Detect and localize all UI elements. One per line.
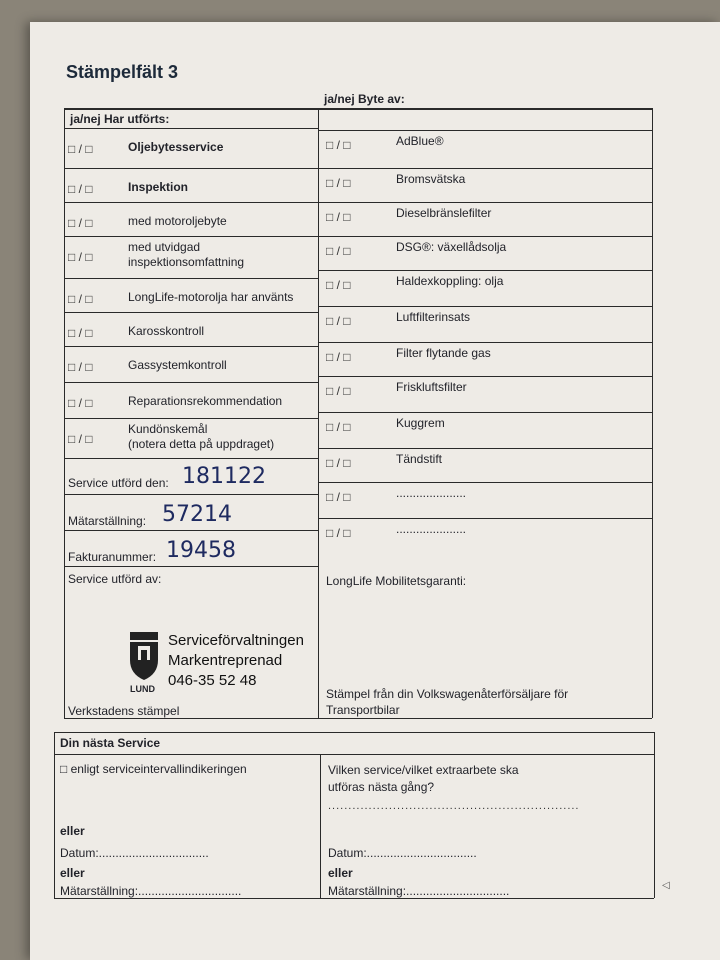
workshop-stamp-label: Verkstadens stämpel bbox=[68, 704, 180, 718]
dealer-stamp-label: Stämpel från din Volkswagenåterförsäljare för Transportbilar bbox=[326, 687, 569, 717]
next-work-field[interactable]: .............................................................. bbox=[328, 800, 580, 812]
right-row-label: Friskluftsfilter bbox=[396, 380, 467, 394]
stamp-line-2: Markentreprenad bbox=[168, 652, 283, 669]
right-row-label: AdBlue® bbox=[396, 134, 444, 148]
row-divider bbox=[318, 482, 652, 483]
yes-no-checkbox[interactable]: □ / □ bbox=[326, 526, 351, 540]
row-divider bbox=[318, 412, 652, 413]
yes-no-checkbox[interactable]: □ / □ bbox=[68, 396, 93, 410]
yes-no-checkbox[interactable]: □ / □ bbox=[326, 350, 351, 364]
left-row-label: Gassystemkontroll bbox=[128, 358, 227, 372]
right-row-label: Filter flytande gas bbox=[396, 346, 491, 360]
yes-no-checkbox[interactable]: □ / □ bbox=[68, 216, 93, 230]
row-divider bbox=[64, 128, 318, 129]
row-divider bbox=[64, 278, 318, 279]
left-row-label: Reparationsrekommendation bbox=[128, 394, 283, 408]
row-divider bbox=[318, 168, 652, 169]
yes-no-checkbox[interactable]: □ / □ bbox=[326, 456, 351, 470]
next-odometer-field-right[interactable]: Mätarställning:............................... bbox=[328, 884, 510, 898]
left-column-header: ja/nej Har utförts: bbox=[70, 112, 170, 126]
lund-coat-of-arms-icon bbox=[126, 630, 162, 682]
row-divider bbox=[318, 518, 652, 519]
row-divider bbox=[64, 530, 318, 531]
right-row-label: Dieselbränslefilter bbox=[396, 206, 492, 220]
stamp-city: LUND bbox=[130, 684, 155, 694]
yes-no-checkbox[interactable]: □ / □ bbox=[326, 210, 351, 224]
yes-no-checkbox[interactable]: □ / □ bbox=[326, 490, 351, 504]
row-divider bbox=[64, 458, 318, 459]
longlife-guarantee-label: LongLife Mobilitetsgaranti: bbox=[326, 574, 467, 588]
row-divider bbox=[64, 418, 318, 419]
right-row-label: Bromsvätska bbox=[396, 172, 466, 186]
left-row-label: LongLife-motorolja har använts bbox=[128, 290, 294, 304]
odometer-value[interactable]: 57214 bbox=[162, 502, 232, 527]
row-divider bbox=[64, 566, 318, 567]
yes-no-checkbox[interactable]: □ / □ bbox=[326, 244, 351, 258]
yes-no-checkbox[interactable]: □ / □ bbox=[326, 176, 351, 190]
yes-no-checkbox[interactable]: □ / □ bbox=[68, 182, 93, 196]
row-divider bbox=[64, 494, 318, 495]
yes-no-checkbox[interactable]: □ / □ bbox=[326, 384, 351, 398]
right-row-label: Kuggrem bbox=[396, 416, 445, 430]
service-date-label: Service utförd den: bbox=[68, 476, 169, 490]
right-row-label: Haldexkoppling: olja bbox=[396, 274, 504, 288]
next-service-box bbox=[54, 732, 670, 902]
yes-no-checkbox[interactable]: □ / □ bbox=[326, 138, 351, 152]
stamp-line-1: Serviceförvaltningen bbox=[168, 632, 304, 649]
yes-no-checkbox[interactable]: □ / □ bbox=[68, 142, 93, 156]
yes-no-checkbox[interactable]: □ / □ bbox=[68, 360, 93, 374]
row-divider bbox=[64, 382, 318, 383]
row-divider bbox=[318, 130, 652, 131]
left-row-label: med motoroljebyte bbox=[128, 214, 227, 228]
yes-no-checkbox[interactable]: □ / □ bbox=[326, 314, 351, 328]
or-label-right: eller bbox=[328, 866, 353, 880]
row-divider bbox=[318, 376, 652, 377]
performed-by-label: Service utförd av: bbox=[68, 572, 162, 586]
right-column-header: ja/nej Byte av: bbox=[324, 92, 405, 106]
row-divider bbox=[64, 236, 318, 237]
odometer-label: Mätarställning: bbox=[68, 514, 147, 528]
row-divider bbox=[318, 236, 652, 237]
yes-no-checkbox[interactable]: □ / □ bbox=[68, 432, 93, 446]
page-title: Stämpelfält 3 bbox=[66, 62, 179, 82]
right-row-label: ..................... bbox=[396, 522, 467, 536]
row-divider bbox=[318, 270, 652, 271]
stamp-line-3: 046-35 52 48 bbox=[168, 672, 257, 689]
yes-no-checkbox[interactable]: □ / □ bbox=[68, 250, 93, 264]
service-book-page bbox=[30, 22, 720, 960]
row-divider bbox=[64, 168, 318, 169]
left-row-label: med utvidgad inspektionsomfattning bbox=[128, 240, 245, 269]
right-row-label: Tändstift bbox=[396, 452, 443, 466]
next-work-question: Vilken service/vilket extraarbete ska utföras nästa gång? bbox=[328, 763, 519, 794]
left-row-label: Oljebytesservice bbox=[128, 140, 224, 154]
invoice-number-label: Fakturanummer: bbox=[68, 550, 157, 564]
row-divider bbox=[318, 448, 652, 449]
left-row-label: Karosskontroll bbox=[128, 324, 205, 338]
row-divider bbox=[318, 306, 652, 307]
interval-indicator-option[interactable]: □ enligt serviceintervallindikeringen bbox=[60, 762, 247, 776]
next-date-field-right[interactable]: Datum:................................. bbox=[328, 846, 477, 860]
service-date-value[interactable]: 181122 bbox=[182, 464, 266, 489]
next-service-heading: Din nästa Service bbox=[60, 736, 161, 750]
next-odometer-field[interactable]: Mätarställning:............................... bbox=[60, 884, 242, 898]
yes-no-checkbox[interactable]: □ / □ bbox=[326, 420, 351, 434]
right-row-label: DSG®: växellådsolja bbox=[396, 240, 507, 254]
invoice-number-value[interactable]: 19458 bbox=[166, 538, 236, 563]
or-label-1: eller bbox=[60, 824, 85, 838]
left-row-label: Inspektion bbox=[128, 180, 189, 194]
row-divider bbox=[64, 346, 318, 347]
left-row-label: Kundönskemål (notera detta på uppdraget) bbox=[128, 422, 275, 451]
right-row-label: ..................... bbox=[396, 486, 467, 500]
row-divider bbox=[64, 312, 318, 313]
row-divider bbox=[318, 202, 652, 203]
yes-no-checkbox[interactable]: □ / □ bbox=[68, 292, 93, 306]
yes-no-checkbox[interactable]: □ / □ bbox=[68, 326, 93, 340]
next-date-field[interactable]: Datum:................................. bbox=[60, 846, 209, 860]
right-row-label: Luftfilterinsats bbox=[396, 310, 471, 324]
stamp-grid bbox=[64, 90, 654, 720]
yes-no-checkbox[interactable]: □ / □ bbox=[326, 278, 351, 292]
row-divider bbox=[318, 342, 652, 343]
page-corner-triangle-icon: ◁ bbox=[662, 880, 670, 891]
row-divider bbox=[64, 202, 318, 203]
or-label-2: eller bbox=[60, 866, 85, 880]
